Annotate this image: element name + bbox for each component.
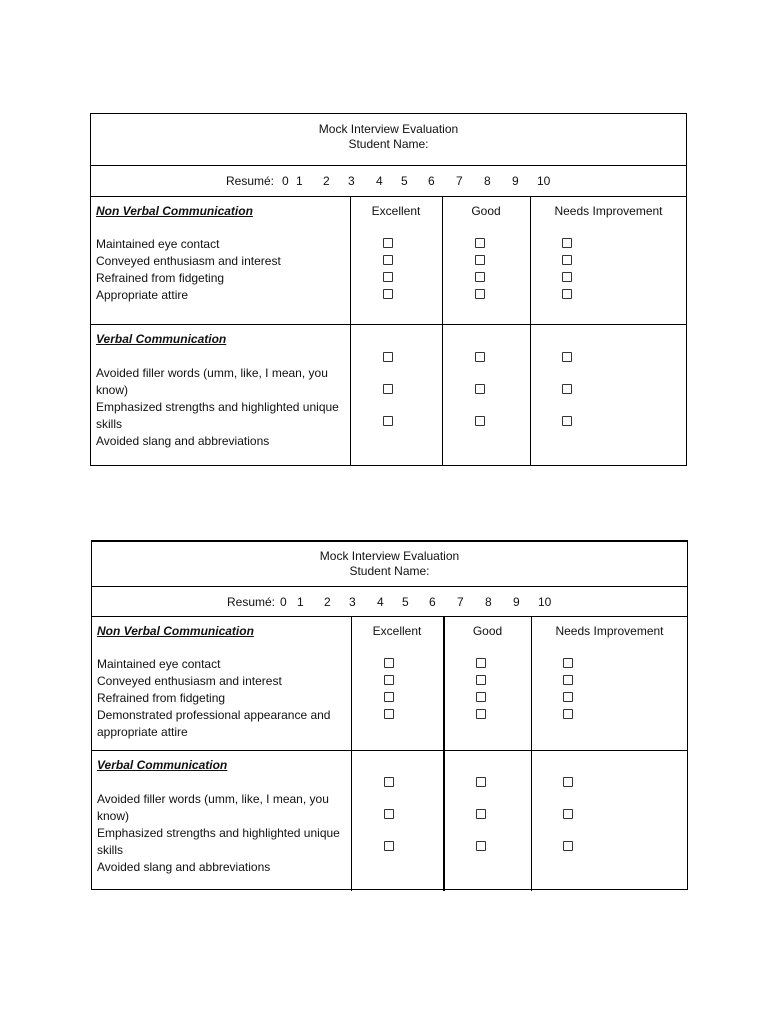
checkbox-eye-contact-needs-improvement[interactable] [562,238,572,248]
resume-score-4[interactable]: 4 [377,595,384,609]
column-needs-improvement: Needs Improvement [555,624,664,638]
checkbox-enthusiasm-good[interactable] [475,255,485,265]
checkbox-filler-words-good[interactable] [475,352,485,362]
form-header [91,114,686,166]
nonverbal-item: Conveyed enthusiasm and interest [96,254,281,268]
nonverbal-section-title: Non Verbal Communication [97,624,254,638]
checkbox-slang-excellent[interactable] [383,416,393,426]
checkbox-enthusiasm-good[interactable] [476,675,486,685]
evaluation-form-1 [90,113,687,466]
checkbox-enthusiasm-needs-improvement[interactable] [562,255,572,265]
nonverbal-item: Appropriate attire [96,288,189,302]
resume-score-2[interactable]: 2 [323,174,330,188]
checkbox-enthusiasm-excellent[interactable] [384,675,394,685]
nonverbal-item: Demonstrated professional appearance and appropriate attire [97,708,331,739]
resume-label: Resumé: [226,174,275,188]
checkbox-filler-words-good[interactable] [476,777,486,787]
checkbox-slang-good[interactable] [476,841,486,851]
student-name-label: Student Name: [348,137,429,151]
verbal-item: Avoided filler words (umm, like, I mean, you know) [97,792,329,823]
checkbox-filler-words-excellent[interactable] [384,777,394,787]
checkbox-appearance-excellent[interactable] [384,709,394,719]
checkbox-enthusiasm-needs-improvement[interactable] [563,675,573,685]
column-divider [442,196,443,466]
checkbox-fidgeting-excellent[interactable] [384,692,394,702]
checkbox-fidgeting-good[interactable] [475,272,485,282]
verbal-item: Emphasized strengths and highlighted unique skills [97,826,340,857]
resume-score-1[interactable]: 1 [296,174,303,188]
evaluation-form-2 [91,540,688,890]
resume-score-6[interactable]: 6 [429,595,436,609]
resume-score-1[interactable]: 1 [297,595,304,609]
resume-score-0[interactable]: 0 [282,174,289,188]
checkbox-strengths-good[interactable] [475,384,485,394]
resume-score-10[interactable]: 10 [537,174,551,188]
resume-score-9[interactable]: 9 [513,595,520,609]
resume-score-3[interactable]: 3 [348,174,355,188]
resume-score-3[interactable]: 3 [349,595,356,609]
resume-score-7[interactable]: 7 [457,595,464,609]
resume-score-0[interactable]: 0 [280,595,287,609]
checkbox-slang-needs-improvement[interactable] [563,841,573,851]
checkbox-enthusiasm-excellent[interactable] [383,255,393,265]
checkbox-filler-words-excellent[interactable] [383,352,393,362]
resume-score-row [92,587,687,617]
verbal-section-title: Verbal Communication [97,758,228,772]
resume-score-5[interactable]: 5 [401,174,408,188]
column-excellent: Excellent [372,624,422,638]
checkbox-eye-contact-good[interactable] [475,238,485,248]
resume-score-6[interactable]: 6 [428,174,435,188]
resume-score-2[interactable]: 2 [324,595,331,609]
verbal-item: Avoided slang and abbreviations [97,860,271,874]
resume-score-8[interactable]: 8 [484,174,491,188]
section-divider [92,750,687,751]
nonverbal-item: Maintained eye contact [96,237,220,251]
column-good: Good [472,624,503,638]
verbal-item: Avoided slang and abbreviations [96,434,270,448]
checkbox-strengths-excellent[interactable] [383,384,393,394]
form-title: Mock Interview Evaluation [318,122,459,136]
checkbox-slang-good[interactable] [475,416,485,426]
checkbox-attire-excellent[interactable] [383,289,393,299]
checkbox-slang-excellent[interactable] [384,841,394,851]
checkbox-appearance-needs-improvement[interactable] [563,709,573,719]
checkbox-strengths-good[interactable] [476,809,486,819]
nonverbal-item: Refrained from fidgeting [97,691,226,705]
nonverbal-item: Refrained from fidgeting [96,271,225,285]
column-excellent: Excellent [371,204,421,218]
column-good: Good [471,204,501,218]
resume-score-4[interactable]: 4 [376,174,383,188]
verbal-item: Avoided filler words (umm, like, I mean, you know) [96,366,328,397]
resume-score-5[interactable]: 5 [402,595,409,609]
checkbox-filler-words-needs-improvement[interactable] [562,352,572,362]
column-needs-improvement: Needs Improvement [554,204,663,218]
checkbox-eye-contact-needs-improvement[interactable] [563,658,573,668]
form-title: Mock Interview Evaluation [319,549,460,563]
section-divider [91,324,686,325]
resume-score-8[interactable]: 8 [485,595,492,609]
checkbox-attire-good[interactable] [475,289,485,299]
checkbox-fidgeting-good[interactable] [476,692,486,702]
checkbox-fidgeting-needs-improvement[interactable] [562,272,572,282]
nonverbal-section-title: Non Verbal Communication [96,204,253,218]
checkbox-filler-words-needs-improvement[interactable] [563,777,573,787]
checkbox-strengths-excellent[interactable] [384,809,394,819]
resume-label: Resumé: [227,595,276,609]
checkbox-attire-needs-improvement[interactable] [562,289,572,299]
column-divider [531,616,532,891]
verbal-item: Emphasized strengths and highlighted unique skills [96,400,339,431]
checkbox-slang-needs-improvement[interactable] [562,416,572,426]
checkbox-eye-contact-good[interactable] [476,658,486,668]
resume-score-row [91,166,686,197]
column-divider [530,196,531,466]
checkbox-fidgeting-needs-improvement[interactable] [563,692,573,702]
checkbox-eye-contact-excellent[interactable] [384,658,394,668]
student-name-label: Student Name: [349,564,430,578]
column-divider [443,616,445,891]
nonverbal-item: Maintained eye contact [97,657,221,671]
column-divider [351,616,352,891]
checkbox-appearance-good[interactable] [476,709,486,719]
nonverbal-item: Conveyed enthusiasm and interest [97,674,282,688]
checkbox-eye-contact-excellent[interactable] [383,238,393,248]
form-header [92,542,687,587]
checkbox-strengths-needs-improvement[interactable] [563,809,573,819]
resume-score-10[interactable]: 10 [538,595,552,609]
checkbox-fidgeting-excellent[interactable] [383,272,393,282]
resume-score-7[interactable]: 7 [456,174,463,188]
checkbox-strengths-needs-improvement[interactable] [562,384,572,394]
verbal-section-title: Verbal Communication [96,332,227,346]
resume-score-9[interactable]: 9 [512,174,519,188]
column-divider [350,196,351,466]
